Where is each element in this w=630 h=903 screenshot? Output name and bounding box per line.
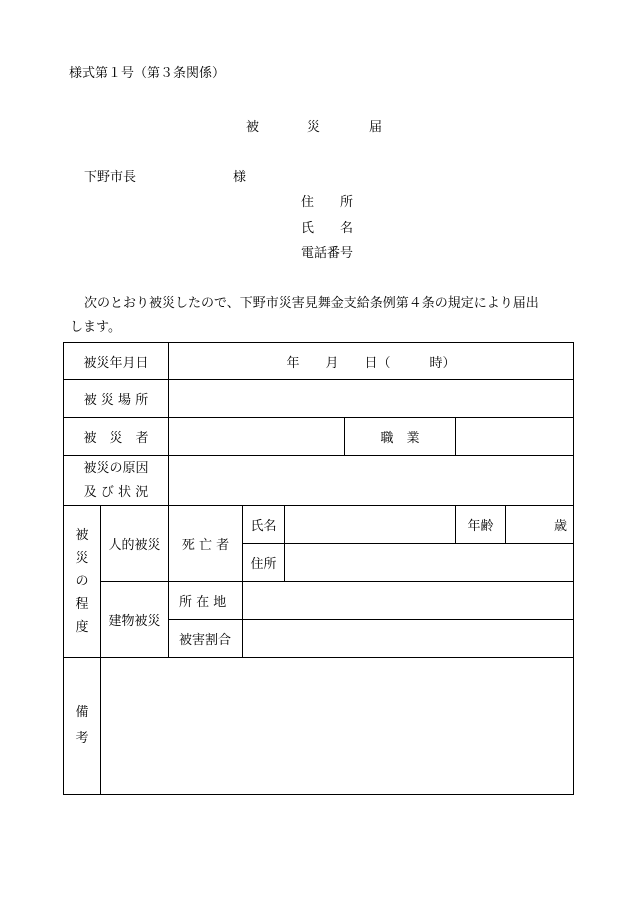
document-title	[0, 120, 630, 136]
victim-field[interactable]	[169, 418, 345, 456]
damage-ratio-field[interactable]	[243, 620, 574, 658]
occupation-label: 職 業	[345, 418, 456, 456]
extent-char-1: 被	[75, 528, 89, 543]
title-char-2: 災	[307, 120, 321, 135]
deceased-name-label: 氏名	[243, 506, 285, 544]
damage-report-table	[63, 342, 574, 795]
location-label: 所 在 地	[169, 582, 243, 620]
human-damage-label: 人的被災	[101, 506, 169, 582]
cause-label	[64, 456, 169, 506]
place-label: 被 災 場 所	[64, 380, 169, 418]
location-field[interactable]	[243, 582, 574, 620]
date-label: 被災年月日	[64, 343, 169, 380]
body-text-line1: 次のとおり被災したので、下野市災害見舞金支給条例第４条の規定により届出	[84, 296, 539, 311]
extent-char-4: 程	[75, 597, 89, 612]
title-char-3: 届	[369, 120, 383, 135]
cause-label-line2: 及 び 状 況	[83, 484, 149, 500]
title-char-1: 被	[246, 120, 260, 135]
remarks-field[interactable]	[101, 658, 574, 795]
form-number: 様式第１号（第３条関係）	[69, 66, 226, 81]
remarks-char-2: 考	[75, 731, 89, 746]
place-field[interactable]	[169, 380, 574, 418]
addressee: 下野市長	[84, 170, 137, 185]
applicant-address-label: 住 所	[301, 195, 354, 210]
age-label: 年齢	[456, 506, 506, 544]
deceased-name-field[interactable]	[285, 506, 456, 544]
remarks-label	[64, 658, 101, 795]
age-field[interactable]	[506, 506, 574, 544]
cause-label-line1: 被災の原因	[83, 460, 149, 476]
extent-char-2: 災	[75, 551, 89, 566]
age-unit: 歳	[554, 519, 568, 534]
honorific: 様	[233, 170, 247, 185]
body-text-line2: します。	[70, 320, 121, 335]
extent-char-5: 度	[75, 620, 89, 635]
extent-char-3: の	[75, 574, 89, 589]
occupation-field[interactable]	[456, 418, 574, 456]
deceased-address-label: 住所	[243, 544, 285, 582]
date-field[interactable]: 年 月 日（ 時）	[169, 343, 574, 380]
damage-ratio-label: 被害割合	[169, 620, 243, 658]
applicant-name-label: 氏 名	[301, 221, 354, 236]
victim-label: 被 災 者	[64, 418, 169, 456]
deceased-address-field[interactable]	[285, 544, 574, 582]
applicant-phone-label: 電話番号	[301, 246, 354, 261]
extent-label	[64, 506, 101, 658]
cause-field[interactable]	[169, 456, 574, 506]
remarks-char-1: 備	[75, 705, 89, 720]
building-damage-label: 建物被災	[101, 582, 169, 658]
deceased-label: 死 亡 者	[169, 506, 243, 582]
